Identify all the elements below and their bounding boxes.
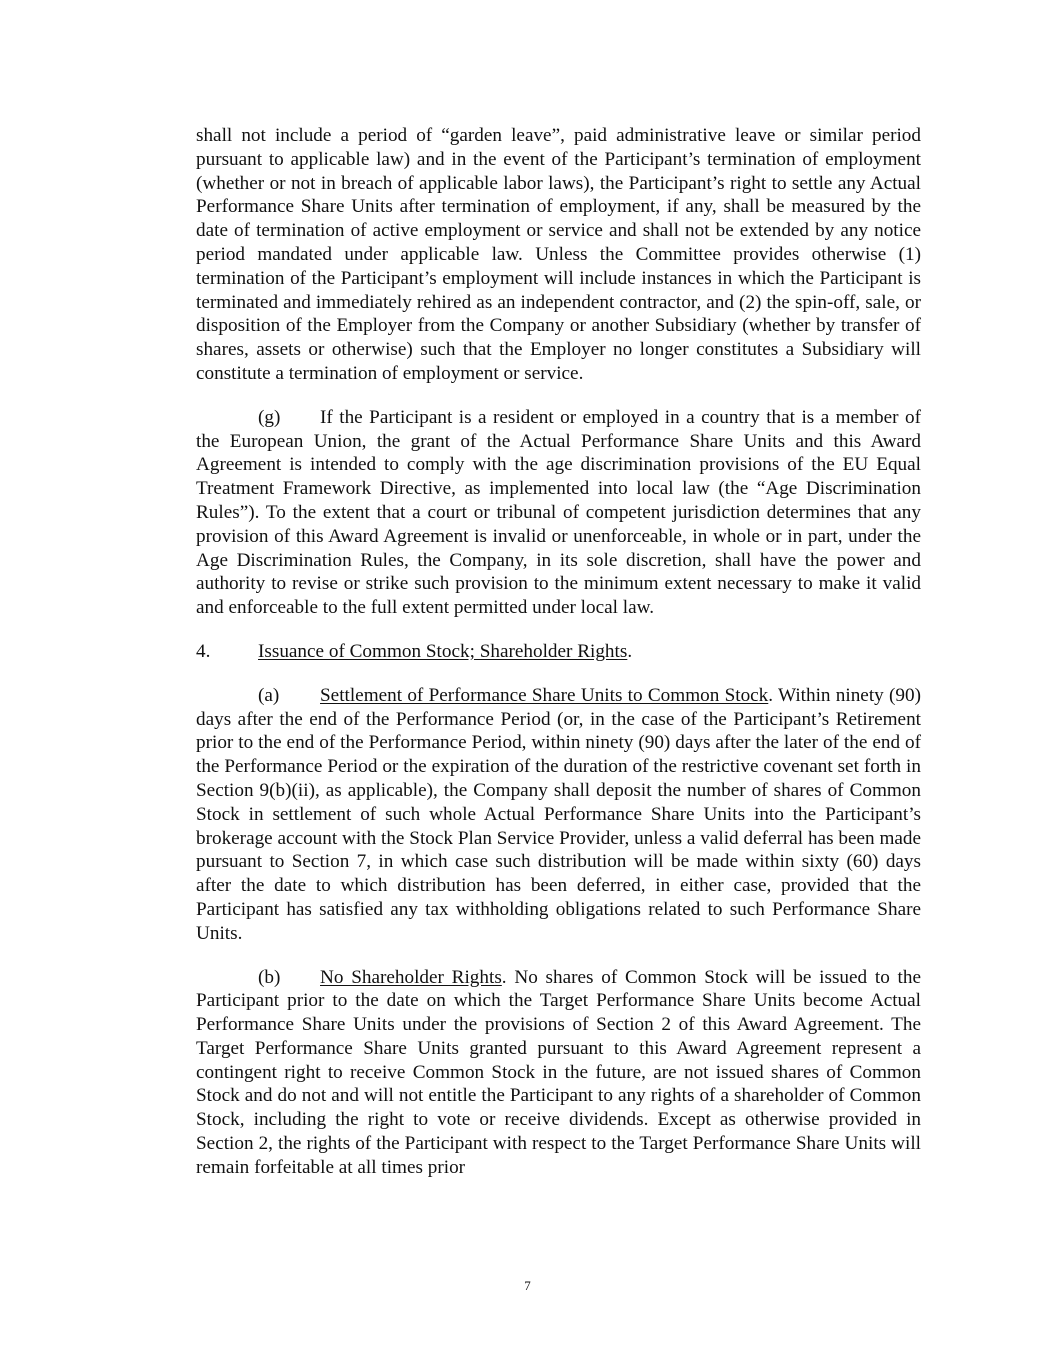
paragraph-g <box>196 406 921 620</box>
paragraph-4a-label: (a) <box>258 684 280 706</box>
paragraph-4a-title: Settlement of Performance Share Units to Common Stock <box>320 684 769 706</box>
paragraph-g-text: If the Participant is a resident or employed in a country that is a member of the European Union, the grant of the Actual Performance Share Units and this Award Agreement is intended to comply with the age discrimination provisions of the EU Equal Treatment Framework Directive, as implemented into local law (the “Age Discrimination Rules”). To the extent that a court or tribunal of competent jurisdiction determines that any provision of this Award Agreement is invalid or unenforceable, in whole or in part, under the Age Discrimination Rules, the Company, in its sole discretion, shall have the power and authority to revise or strike such provision to the minimum extent necessary to make it valid and enforceable to the full extent permitted under local law. <box>196 406 921 619</box>
paragraph-4b <box>196 966 921 1180</box>
paragraph-4b-title-end: . <box>501 966 507 988</box>
paragraph-4a-text: Within ninety (90) days after the end of the Performance Period (or, in the case of the Participant’s Retirement prior to the end of the Performance Period, within ninety (90) days after the later of the end of the Performance Period or the expiration of the duration of the restrictive covenant set forth in Section 9(b)(ii), as applicable), the Company shall deposit the number of shares of Common Stock in settlement of such whole Actual Performance Share Units into the Participant’s brokerage account with the Stock Plan Service Provider, unless a valid deferral has been made pursuant to Section 7, in which case such distribution will be made within sixty (60) days after the date to which distribution has been deferred, in either case, provided that the Participant has satisfied any tax withholding obligations related to such Performance Share Units. <box>196 684 921 944</box>
document-page <box>196 124 921 1200</box>
paragraph-g-label: (g) <box>258 406 281 428</box>
section-4-period: . <box>627 640 633 662</box>
paragraph-4b-text: No shares of Common Stock will be issued to the Participant prior to the date on which the Target Performance Share Units become Actual Performance Share Units under the provisions of Section 2 of this Award Agreement. The Target Performance Share Units granted pursuant to this Award Agreement represent a contingent right to receive Common Stock in the future, are not issued shares of Common Stock and do not and will not entitle the Participant to any rights of a shareholder of Common Stock, including the right to vote or receive dividends. Except as otherwise provided in Section 2, the rights of the Participant with respect to the Target Performance Share Units will remain forfeitable at all times prior <box>196 966 921 1178</box>
paragraph-4a <box>196 684 921 946</box>
page-number: 7 <box>524 1278 531 1293</box>
section-4-title: Issuance of Common Stock; Shareholder Rights <box>258 640 628 662</box>
paragraph-4a-title-end: . <box>768 684 774 706</box>
paragraph-f-continuation: shall not include a period of “garden leave”, paid administrative leave or similar period pursuant to applicable law) and in the event of the Participant’s termination of employment (whether or not in breach of applicable labor laws), the Participant’s right to settle any Actual Performance Share Units after termination of employment, if any, shall be measured by the date of termination of active employment or service and shall not be extended by any notice period mandated under applicable law. Unless the Committee provides otherwise (1) termination of the Participant’s employment will include instances in which the Participant is terminated and immediately rehired as an independent contractor, and (2) the spin-off, sale, or disposition of the Employer from the Company or another Subsidiary (whether by transfer of shares, assets or otherwise) such that the Employer no longer constitutes a Subsidiary will constitute a termination of employment or service. <box>196 125 921 384</box>
paragraph-4b-title: No Shareholder Rights <box>320 966 502 988</box>
section-4-heading <box>196 640 921 664</box>
section-4-number: 4. <box>196 640 211 662</box>
paragraph-4b-label: (b) <box>258 966 281 988</box>
